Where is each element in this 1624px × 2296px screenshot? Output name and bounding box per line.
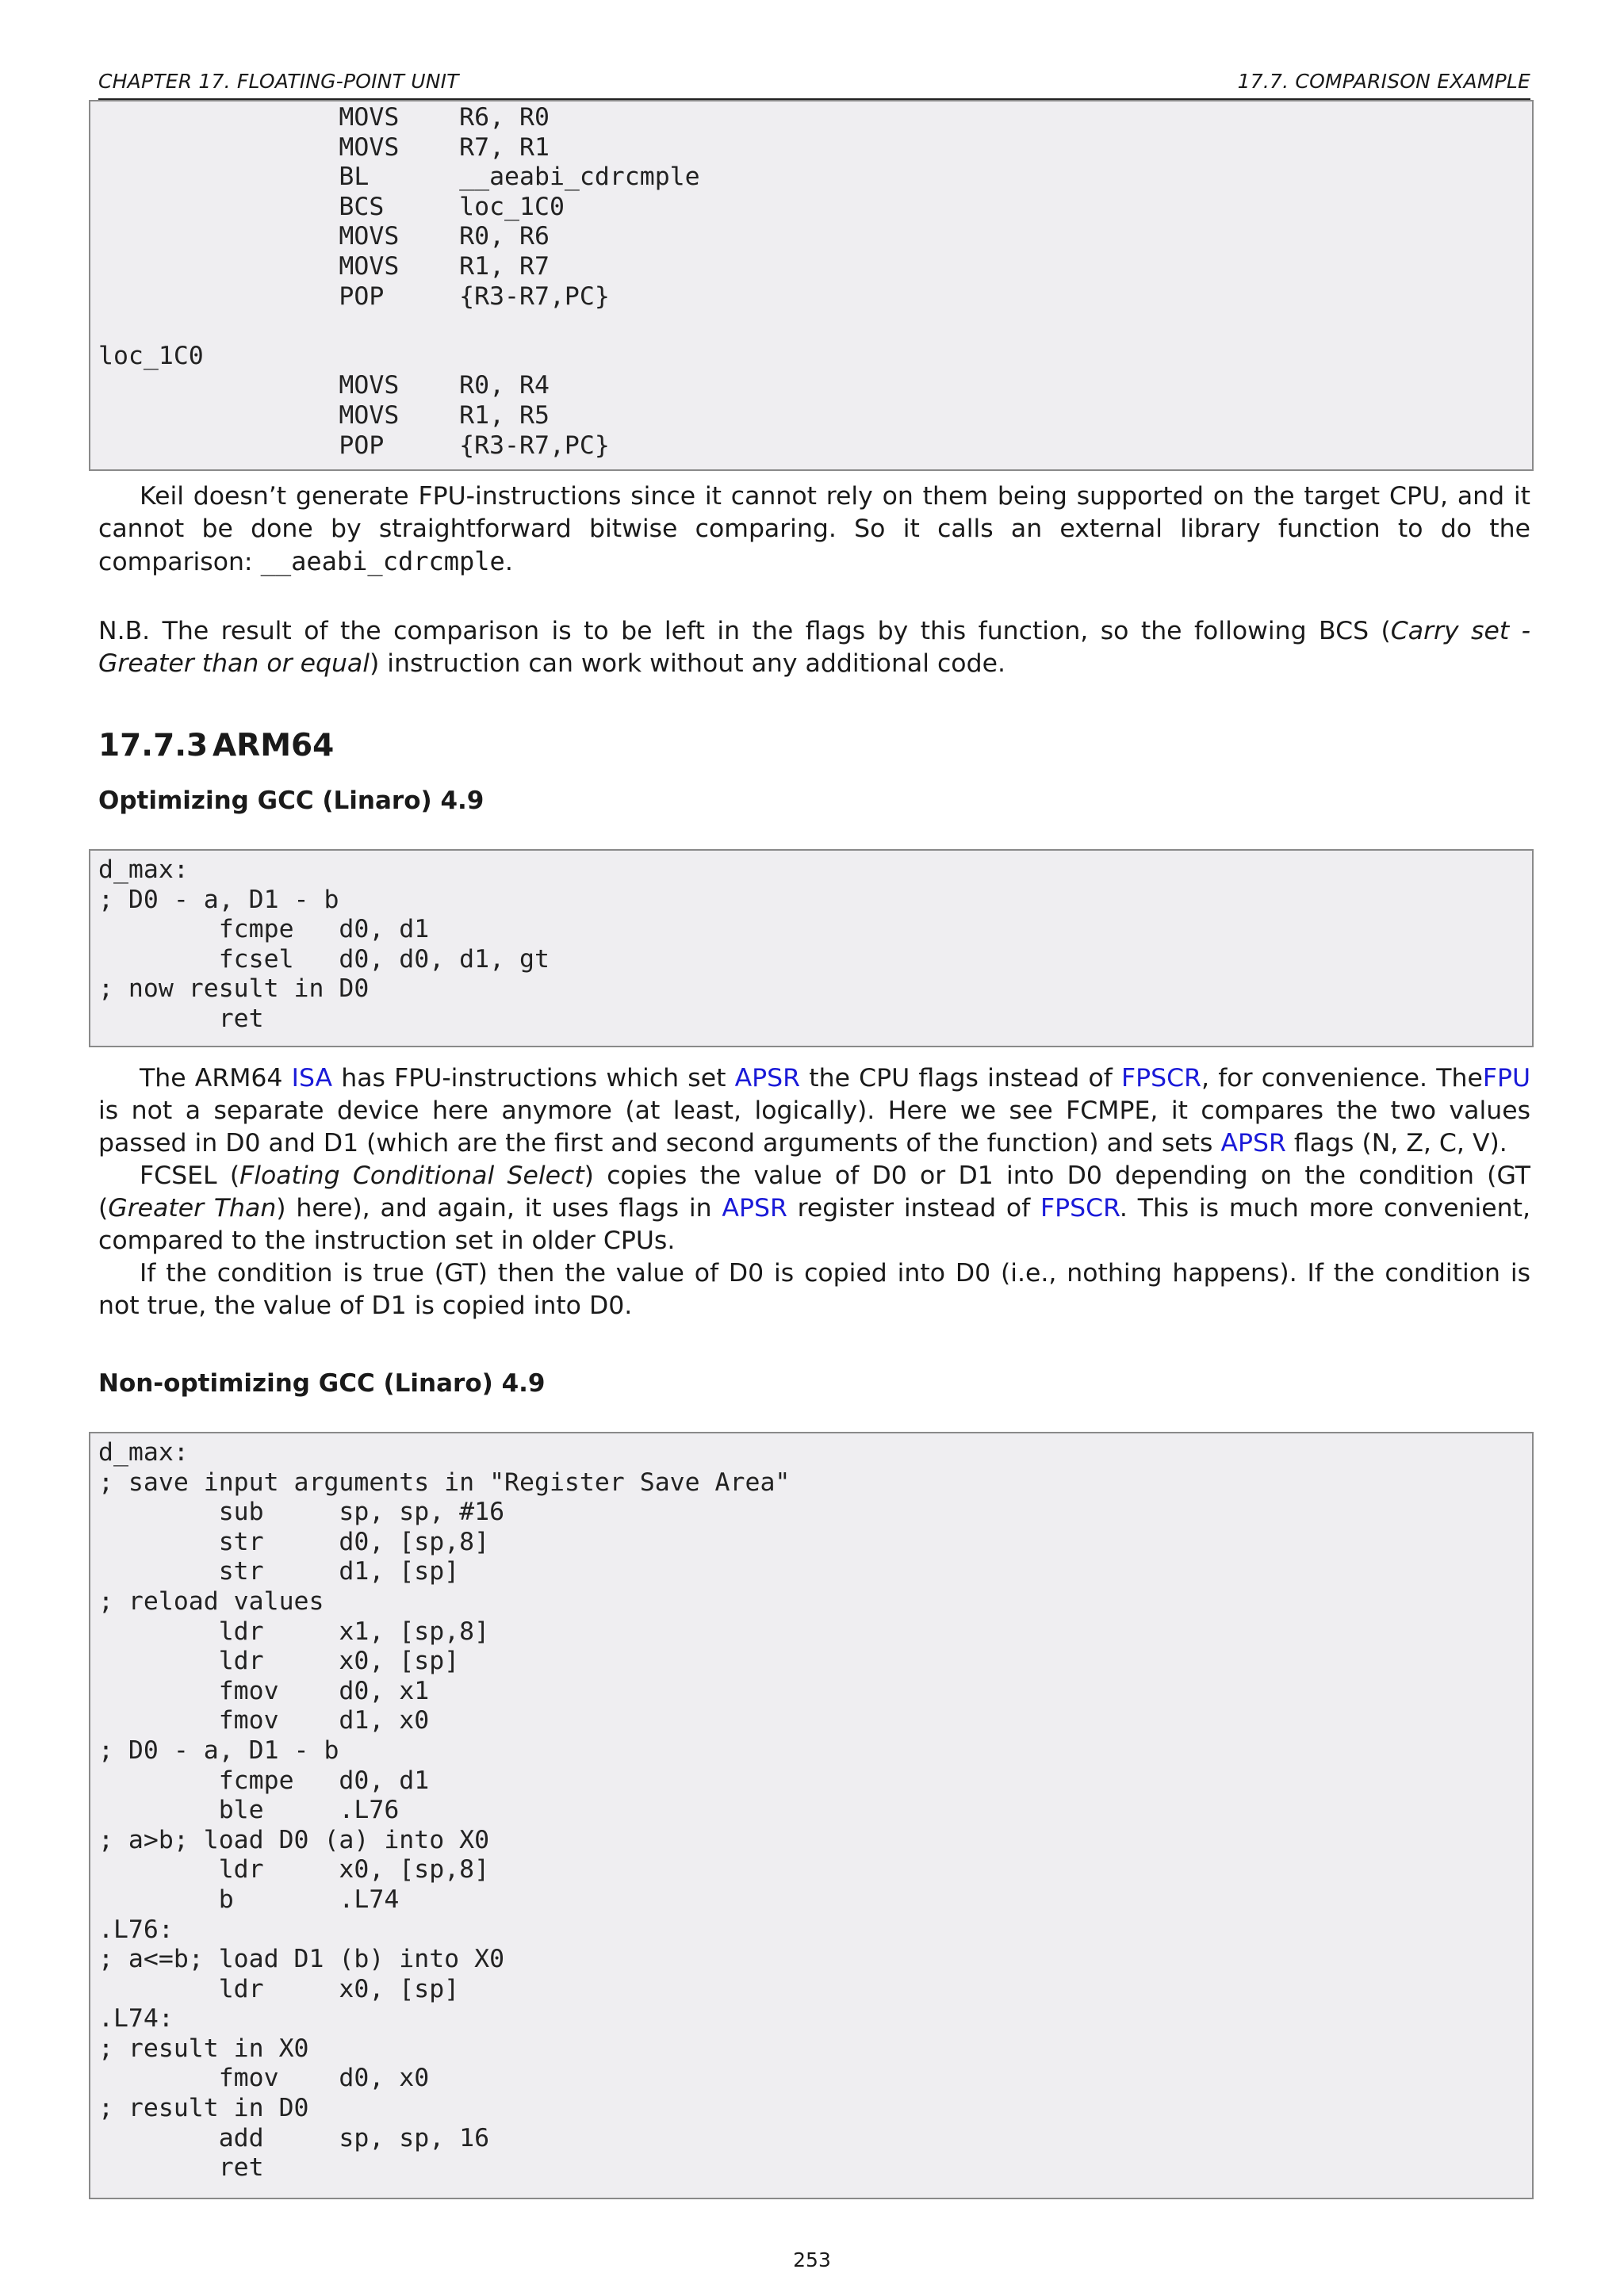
link-apsr-2[interactable]: APSR [1220,1129,1286,1158]
link-isa[interactable]: ISA [291,1064,333,1093]
code-line: ; D0 - a, D1 - b [98,1735,339,1765]
section-heading [98,728,334,764]
code-line: str d0, [sp,8] [98,1527,490,1556]
code-listing-keil [89,100,1534,471]
code-line: ; D0 - a, D1 - b [98,885,339,914]
code-line: ; a<=b; load D1 (b) into X0 [98,1945,505,1974]
inline-code-aeabi: __aeabi_cdrcmple [260,546,505,576]
code-line: ldr x0, [sp,8] [98,1855,490,1885]
link-fpscr-2[interactable]: FPSCR [1040,1194,1120,1223]
code-line: .L74: [98,2004,174,2034]
code-line: fcmpe d0, d1 [98,1766,430,1795]
code-line: b .L74 [98,1885,400,1914]
link-apsr-3[interactable]: APSR [722,1194,787,1223]
code-line: ret [98,1004,264,1033]
code-line: fmov d0, x0 [98,2064,430,2093]
code-line: add sp, sp, 16 [98,2123,490,2152]
code-line: MOVS R1, R5 [98,400,550,430]
code-line: ; a>b; load D0 (a) into X0 [98,1825,490,1854]
code-line: ldr x0, [sp] [98,1647,460,1676]
paragraph-nb: N.B. The result of the comparison is to be left in the flags by this function, so the following BCS (Carry set - Greater than or equal) instruction can work without any additional code. [98,617,1530,678]
code-line: loc_1C0 [98,341,204,370]
paragraph-arm64: The ARM64 ISA has FPU-instructions which set APSR the CPU flags instead of FPSCR, for convenience. TheFPU is not a separate device here anymore (at least, logically). Here we see FCMPE, it compares the two values passed in D0 and D1 (which are the first and second arguments of the function) and sets APSR flags (N, Z, C, V). FCSEL (Floating Conditional Select) copies the value of D0 or D1 into D0 depending on the condition (GT (Greater Than) here), and again, it uses flags in APSR register instead of FPSCR. This is much more convenient, compared to the instruction set in older CPUs. If the condition is true (GT) then the value of D0 is copied into D0 (i.e., nothing happens). If the condition is not true, the value of D1 is copied into D0. [98,1062,1530,1322]
code-line: ; result in D0 [98,2094,309,2123]
code-line: fmov d1, x0 [98,1706,430,1735]
code-line: d_max: [98,1438,189,1467]
header-section: 17.7. COMPARISON EXAMPLE [1237,70,1530,93]
code-line: d_max: [98,855,189,884]
code-line: ble .L76 [98,1796,400,1825]
section-number: 17.7.3 [98,728,209,763]
running-header [98,70,1530,100]
code-line: BL __aeabi_cdrcmple [98,163,700,192]
code-line: sub sp, sp, #16 [98,1498,505,1527]
code-line: fcmpe d0, d1 [98,915,430,944]
code-line: MOVS R0, R6 [98,222,550,251]
code-listing-nonoptimizing [89,1432,1534,2199]
code-line: ; save input arguments in "Register Save Area" [98,1468,791,1497]
subheading-optimizing: Optimizing GCC (Linaro) 4.9 [98,786,485,815]
paragraph-keil: Keil doesn’t generate FPU-instructions since it cannot rely on them being supported on the target CPU, and it cannot be done by straightforward bitwise comparing. So it calls an external library function to do the comparison: __aeabi_cdrcmple. [98,482,1530,576]
paragraph-condition: If the condition is true (GT) then the value of D0 is copied into D0 (i.e., nothing happens). If the condition is not true, the value of D1 is copied into D0. [98,1259,1530,1320]
section-title: ARM64 [213,728,335,763]
code-line: fmov d0, x1 [98,1676,430,1705]
code-line: MOVS R0, R4 [98,371,550,400]
code-line: .L76: [98,1915,174,1944]
code-line: POP {R3-R7,PC} [98,281,610,311]
code-line: str d1, [sp] [98,1557,460,1586]
link-fpu[interactable]: FPU [1482,1064,1530,1093]
link-apsr[interactable]: APSR [734,1064,801,1093]
code-line: ret [98,2153,264,2183]
header-chapter: CHAPTER 17. FLOATING-POINT UNIT [98,70,459,93]
subheading-nonoptimizing: Non-optimizing GCC (Linaro) 4.9 [98,1369,546,1398]
code-listing-optimizing [89,849,1534,1047]
page-number: 253 [793,2248,831,2271]
code-line: ldr x0, [sp] [98,1974,460,2003]
code-line: ; result in X0 [98,2034,309,2063]
code-line [98,312,1532,342]
code-line: ; reload values [98,1586,324,1616]
code-line: ldr x1, [sp,8] [98,1617,490,1646]
code-line: MOVS R1, R7 [98,251,550,281]
code-line: MOVS R6, R0 [98,103,550,132]
code-line: fcsel d0, d0, d1, gt [98,944,550,974]
code-line: POP {R3-R7,PC} [98,430,610,460]
code-line: BCS loc_1C0 [98,192,565,221]
link-fpscr[interactable]: FPSCR [1121,1064,1201,1093]
code-line: ; now result in D0 [98,974,370,1004]
code-line: MOVS R7, R1 [98,132,550,162]
